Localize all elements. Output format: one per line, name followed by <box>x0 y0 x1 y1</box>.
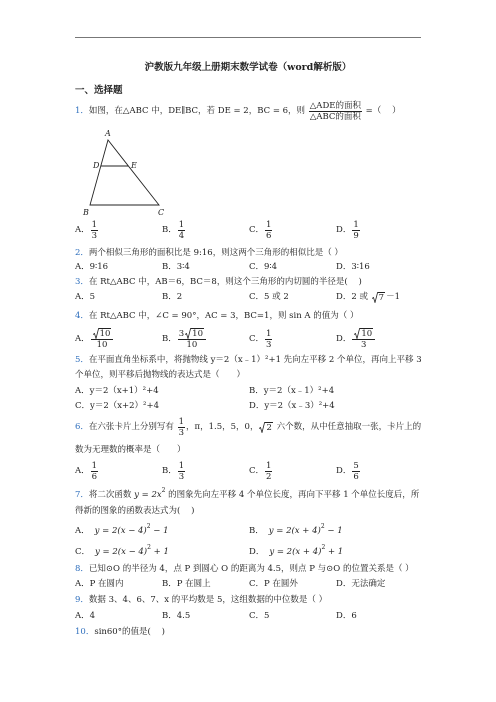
q3-option-d <box>336 289 400 305</box>
option-letter: B． <box>162 334 177 344</box>
option-letter: D． <box>336 292 352 302</box>
fraction-denominator: 6 <box>353 471 359 482</box>
label-c: C <box>158 208 165 217</box>
option-fraction <box>265 461 272 482</box>
q9-option-a <box>75 609 95 623</box>
option-text: P 在圆内 <box>89 579 124 589</box>
option-letter: B． <box>249 386 264 396</box>
question-7-line-2 <box>75 504 194 518</box>
option-letter: D． <box>336 611 352 621</box>
fraction-numerator <box>178 328 206 340</box>
question-text-mid: ，π，1.5，5，0， <box>186 422 259 432</box>
square-root <box>372 292 385 303</box>
fraction-numerator: 1 <box>178 416 185 427</box>
fraction-denominator: 4 <box>178 230 185 241</box>
question-9 <box>75 593 327 607</box>
option-letter: A． <box>75 579 90 589</box>
question-7 <box>75 488 419 502</box>
fraction-denominator: 2 <box>266 471 272 482</box>
q7-option-b <box>249 523 343 539</box>
formula-base: y = 2(x − 4) <box>94 526 147 536</box>
question-4 <box>75 309 358 323</box>
option-fraction <box>352 220 359 241</box>
q4-option-d <box>336 327 376 351</box>
q8-option-c <box>249 577 298 591</box>
option-letter: C． <box>75 401 91 411</box>
q2-option-a <box>75 260 108 274</box>
fraction-numerator: 1 <box>91 219 98 230</box>
question-tail: =（ ） <box>362 106 401 116</box>
q7-option-d <box>249 544 343 560</box>
triangle-abc <box>90 140 159 205</box>
fraction-denominator: 3 <box>361 340 367 350</box>
question-text: 已知⊙O 的半径为 4，点 P 到圆心 O 的距离为 4.5，则点 P 与⊙O 的位置关系是（ ） <box>88 564 414 574</box>
radicand: 10 <box>192 329 203 339</box>
option-text: 5 或 2 <box>264 292 289 302</box>
q2-option-c <box>249 260 277 274</box>
formula-base: y = 2(x − 4) <box>95 547 148 557</box>
option-letter: C． <box>249 262 265 272</box>
area-ratio-fraction <box>309 101 362 122</box>
option-letter: D． <box>336 334 352 344</box>
fraction-numerator: 1 <box>91 460 98 471</box>
question-3 <box>75 275 362 289</box>
question-text: 在 Rt△ABC 中，AB＝6，BC＝8，则这个三角形的内切圆的半径是( ) <box>88 277 362 287</box>
q9-option-c <box>249 609 269 623</box>
radicand: 7 <box>378 292 385 303</box>
formula-tail: − 1 <box>324 526 343 536</box>
question-text: sin60°的值是( ) <box>94 627 165 637</box>
q5-option-b <box>249 384 334 398</box>
q6-option-d <box>336 460 361 482</box>
option-text-after: －1 <box>386 292 400 302</box>
question-text: 两个相似三角形的面积比是 9:16，则这两个三角形的相似比是（ ） <box>88 248 343 258</box>
q4-option-c <box>249 328 273 350</box>
option-fraction <box>352 328 375 350</box>
triangle-figure <box>80 126 175 218</box>
option-letter: A． <box>75 611 90 621</box>
q4-option-a <box>75 327 114 351</box>
option-fraction <box>91 328 114 350</box>
option-fraction <box>265 329 272 350</box>
formula-base: y = 2x <box>134 490 162 500</box>
question-6-line-2 <box>75 443 186 457</box>
formula-base: y = 2(x + 4) <box>269 547 322 557</box>
option-text: 4 <box>89 611 96 621</box>
question-1 <box>75 100 401 122</box>
question-text: 数为无理数的概率是（ ） <box>75 445 186 455</box>
option-letter: D． <box>249 401 265 411</box>
fraction-denominator: △ABC的面积 <box>309 111 361 122</box>
option-letter: D． <box>336 262 352 272</box>
fraction-numerator: 1 <box>178 460 185 471</box>
option-text: 3∶4 <box>176 262 190 272</box>
option-text: y＝2（x﹣3）²+4 <box>264 401 335 411</box>
option-text: y＝2（x﹣1）²+4 <box>263 386 335 396</box>
formula-exponent: 2 <box>161 487 166 494</box>
option-letter: D． <box>336 225 352 235</box>
q5-option-a <box>75 384 159 398</box>
option-letter: C． <box>75 547 91 557</box>
question-number: 9． <box>75 595 89 605</box>
question-text: 在 Rt△ABC 中，∠C = 90°，AC = 3，BC=1，则 sin A 的值为（ ） <box>88 311 359 321</box>
q5-option-d <box>249 399 335 413</box>
question-10 <box>75 625 165 639</box>
question-number: 1． <box>75 106 89 116</box>
q2-option-b <box>162 260 190 274</box>
fraction-denominator: 10 <box>186 340 198 350</box>
option-text: 6 <box>351 611 357 621</box>
fraction-denominator: 3 <box>91 230 98 241</box>
q3-option-b <box>162 290 182 304</box>
option-text: 9∶16 <box>89 262 109 272</box>
option-text: 5 <box>264 611 270 621</box>
option-letter: A． <box>75 466 90 476</box>
option-letter: A． <box>75 386 90 396</box>
question-number: 3． <box>75 277 89 287</box>
option-letter: C． <box>249 579 265 589</box>
q9-option-b <box>162 609 190 623</box>
q3-option-a <box>75 290 95 304</box>
option-letter: C． <box>249 611 265 621</box>
question-text: 将二次函数 <box>88 490 135 500</box>
formula-base: y = 2(x + 4) <box>268 526 321 536</box>
fraction-numerator <box>91 328 114 340</box>
radicand: 2 <box>266 422 272 433</box>
option-text: y＝2（x+1）²+4 <box>89 386 159 396</box>
label-d: D <box>93 161 100 170</box>
option-letter: C． <box>249 334 265 344</box>
fraction-denominator: 10 <box>96 340 108 350</box>
q8-option-b <box>162 577 211 591</box>
option-letter: A． <box>75 225 90 235</box>
q7-option-c <box>75 544 169 560</box>
inline-fraction <box>178 417 185 438</box>
fraction-numerator: 1 <box>353 219 359 230</box>
q2-option-d <box>336 260 370 274</box>
question-5-line-2 <box>75 368 245 382</box>
option-fraction <box>91 220 98 241</box>
fraction-numerator: 5 <box>353 460 359 471</box>
fraction-numerator: 1 <box>178 219 185 230</box>
option-letter: C． <box>249 225 265 235</box>
option-letter: C． <box>249 292 265 302</box>
section-heading: 一、选择题 <box>75 85 123 96</box>
fraction-numerator: △ADE的面积 <box>309 100 361 111</box>
option-text: 4.5 <box>176 611 191 621</box>
option-text: 5 <box>89 292 96 302</box>
question-text: 个单位，则平移后抛物线的表达式是（ ） <box>75 370 246 380</box>
option-letter: A． <box>75 526 90 536</box>
option-fraction <box>178 220 185 241</box>
q8-option-a <box>75 577 124 591</box>
option-letter: D． <box>336 466 352 476</box>
q6-option-c <box>249 460 273 482</box>
option-text: 3∶16 <box>351 262 370 272</box>
option-text: 2 或 <box>351 292 371 302</box>
option-text: P 在圆外 <box>264 579 298 589</box>
fraction-denominator: 9 <box>353 230 359 241</box>
question-text: 如图，在△ABC 中，DE∥BC，若 DE = 2，BC = 6，则 <box>88 106 308 116</box>
square-root <box>259 422 272 433</box>
question-text: 在六张卡片上分别写有 <box>88 422 177 432</box>
radicand: 10 <box>361 329 373 339</box>
option-letter: D． <box>336 579 352 589</box>
formula-exponent: 2 <box>321 544 326 551</box>
option-letter: C． <box>249 466 265 476</box>
question-8 <box>75 562 414 576</box>
label-a: A <box>105 129 111 138</box>
option-text: 无法确定 <box>351 579 386 589</box>
fraction-denominator: 6 <box>91 471 98 482</box>
option-text: P 在圆上 <box>176 579 211 589</box>
question-number: 6． <box>75 422 89 432</box>
option-fraction <box>352 461 359 482</box>
option-letter: A． <box>75 292 90 302</box>
formula-exponent: 2 <box>320 523 325 530</box>
question-number: 7． <box>75 490 89 500</box>
question-number: 5． <box>75 355 89 365</box>
q4-option-b <box>162 327 207 351</box>
fraction-denominator: 3 <box>178 427 185 438</box>
formula-tail: − 1 <box>150 526 169 536</box>
paper-title: 沪教版九年级上册期末数学试卷（word解析版） <box>144 62 352 73</box>
question-5 <box>75 353 422 367</box>
option-letter: B． <box>162 611 177 621</box>
q1-option-d <box>336 219 361 241</box>
option-letter: A． <box>75 262 90 272</box>
label-e: E <box>131 161 137 170</box>
formula-exponent: 2 <box>146 523 151 530</box>
formula-exponent: 2 <box>147 544 151 551</box>
fraction-numerator <box>352 328 375 340</box>
option-letter: B． <box>162 225 177 235</box>
header-rule <box>75 37 421 38</box>
option-letter: B． <box>162 466 177 476</box>
q6-option-b <box>162 460 186 482</box>
radicand: 10 <box>99 329 111 339</box>
q9-option-d <box>336 609 357 623</box>
option-letter: B． <box>162 579 177 589</box>
q7-option-a <box>75 523 169 539</box>
coefficient: 3 <box>178 329 185 339</box>
q1-option-c <box>249 219 273 241</box>
q5-option-c <box>75 399 159 413</box>
square-root <box>354 328 373 339</box>
option-letter: D． <box>249 547 265 557</box>
q8-option-d <box>336 577 385 591</box>
question-text: 得新的图象的函数表达式为( ) <box>75 506 195 516</box>
question-text: 在平面直角坐标系中，将抛物线 y＝2（x﹣1）²+1 先向左平移 2 个单位，再向上平移 3 <box>88 355 422 365</box>
option-fraction <box>265 220 272 241</box>
label-b: B <box>83 208 89 217</box>
option-text: 9∶4 <box>264 262 278 272</box>
question-number: 10． <box>75 627 95 637</box>
square-root <box>185 328 204 339</box>
fraction-numerator: 1 <box>266 328 272 339</box>
fraction-numerator: 1 <box>266 219 272 230</box>
fraction-numerator: 1 <box>266 460 272 471</box>
option-text: 2 <box>176 292 183 302</box>
option-fraction <box>178 461 185 482</box>
option-letter: B． <box>249 526 264 536</box>
option-fraction <box>91 461 98 482</box>
formula-tail: + 1 <box>325 547 344 557</box>
option-letter: B． <box>162 262 177 272</box>
option-fraction <box>178 328 206 350</box>
option-letter: B． <box>162 292 177 302</box>
question-number: 8． <box>75 564 89 574</box>
q3-option-c <box>249 290 289 304</box>
fraction-denominator: 3 <box>266 339 272 350</box>
q1-option-b <box>162 219 186 241</box>
fraction-denominator: 6 <box>266 230 272 241</box>
question-6 <box>75 416 421 438</box>
q6-option-a <box>75 460 99 482</box>
question-text-after: 六个数，从中任意抽取一张，卡片上的 <box>273 422 422 432</box>
formula-tail: + 1 <box>150 547 169 557</box>
option-text: y＝2（x+2）²+4 <box>90 401 159 411</box>
question-text: 数据 3、4、6、7、x 的平均数是 5，这组数据的中位数是（ ） <box>88 595 328 605</box>
question-2 <box>75 246 343 260</box>
fraction-denominator: 3 <box>178 471 185 482</box>
square-root <box>93 328 112 339</box>
question-number: 2． <box>75 248 89 258</box>
q1-option-a <box>75 219 99 241</box>
question-number: 4． <box>75 311 89 321</box>
option-letter: A． <box>75 334 90 344</box>
question-text-after: 的图象先向左平移 4 个单位长度，再向下平移 1 个单位长度后，所 <box>165 490 420 500</box>
